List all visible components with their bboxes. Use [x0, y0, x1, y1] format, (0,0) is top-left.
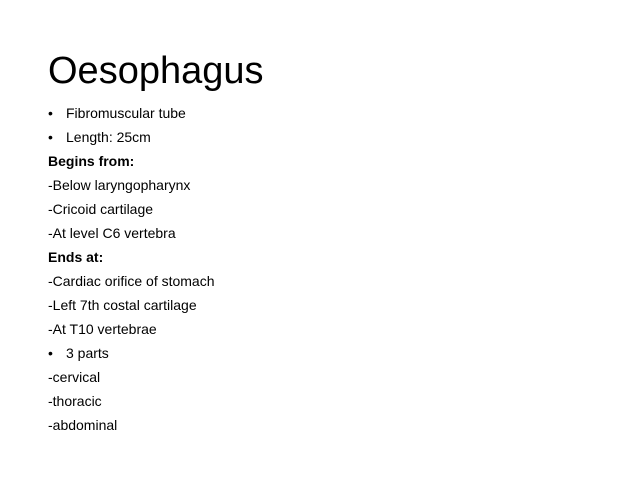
list-item-below-laryngopharynx: -Below laryngopharynx: [48, 177, 191, 193]
bullet-icon: •: [48, 129, 53, 145]
list-item-length: [48, 129, 608, 145]
list-item-cervical: -cervical: [48, 369, 101, 385]
list-item-3-parts: [48, 345, 608, 361]
bullet-icon: •: [48, 345, 53, 361]
slide-title: Oesophagus: [48, 50, 264, 92]
list-item-fibromuscular-tube: [48, 105, 608, 121]
heading-begins-from: Begins from:: [48, 153, 135, 169]
heading-ends-at: Ends at:: [48, 249, 104, 265]
bullet-icon: •: [48, 105, 53, 121]
list-item-cricoid-cartilage: -Cricoid cartilage: [48, 201, 154, 217]
list-item-text: Fibromuscular tube: [66, 105, 186, 121]
list-item-text: Length: 25cm: [66, 129, 151, 145]
list-item-thoracic: -thoracic: [48, 393, 102, 409]
list-item-costal-cartilage: -Left 7th costal cartilage: [48, 297, 197, 313]
list-item-t10-vertebrae: -At T10 vertebrae: [48, 321, 157, 337]
list-item-cardiac-orifice: -Cardiac orifice of stomach: [48, 273, 215, 289]
list-item-text: 3 parts: [66, 345, 109, 361]
list-item-c6-vertebra: -At level C6 vertebra: [48, 225, 176, 241]
slide-content: [48, 105, 608, 441]
list-item-abdominal: -abdominal: [48, 417, 118, 433]
